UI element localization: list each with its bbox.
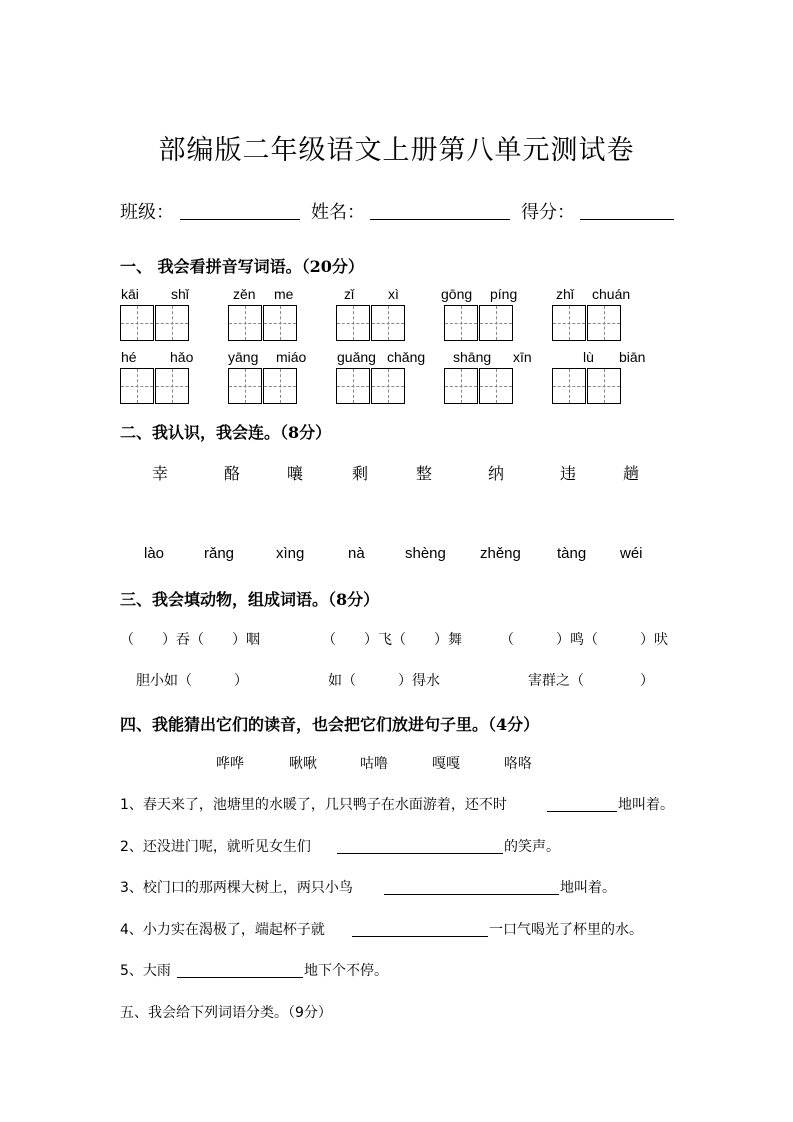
match-character[interactable]: 剩 xyxy=(352,464,369,483)
pinyin: chuán xyxy=(592,286,631,302)
question-5-text: 5、大雨 xyxy=(120,963,171,979)
match-pinyin[interactable]: rǎng xyxy=(204,545,235,562)
section-4-heading: 四、我能猜出它们的读音，也会把它们放进句子里。（4分） xyxy=(120,715,540,734)
word-option: 嘎嘎 xyxy=(432,756,460,772)
fill-idiom[interactable]: 害群之（ ） xyxy=(528,673,654,689)
writing-box[interactable] xyxy=(120,368,154,404)
match-character[interactable]: 酪 xyxy=(224,464,241,483)
question-3-blank[interactable] xyxy=(384,894,559,895)
pinyin: hǎo xyxy=(170,349,194,365)
writing-box[interactable] xyxy=(336,305,370,341)
writing-box[interactable] xyxy=(263,368,297,404)
writing-box[interactable] xyxy=(336,368,370,404)
pinyin: píng xyxy=(490,286,518,302)
score-field[interactable] xyxy=(580,219,674,220)
pinyin: lù xyxy=(583,349,594,365)
match-character[interactable]: 嚷 xyxy=(287,464,304,483)
pinyin: biān xyxy=(619,349,646,365)
writing-box[interactable] xyxy=(552,305,586,341)
question-3-text-end: 地叫着。 xyxy=(560,880,616,896)
writing-box[interactable] xyxy=(371,305,405,341)
match-character[interactable]: 幸 xyxy=(152,464,169,483)
section-3-heading: 三、我会填动物，组成词语。（8分） xyxy=(120,590,380,609)
match-pinyin[interactable]: nà xyxy=(348,545,365,562)
question-1-text: 1、春天来了，池塘里的水暖了，几只鸭子在水面游着，还不时 xyxy=(120,797,507,813)
name-label: 姓名： xyxy=(311,202,365,223)
writing-box[interactable] xyxy=(444,368,478,404)
question-2-text: 2、还没进门呢，就听见女生们 xyxy=(120,839,311,855)
fill-idiom[interactable]: （ ）吞（ ）咽 xyxy=(120,632,260,648)
score-label: 得分： xyxy=(521,202,575,223)
question-2-text-end: 的笑声。 xyxy=(504,839,560,855)
match-pinyin[interactable]: zhěng xyxy=(480,545,521,562)
pinyin: gōng xyxy=(441,286,473,302)
pinyin: shǐ xyxy=(171,286,189,302)
question-5-text-end: 地下个不停。 xyxy=(304,963,388,979)
writing-box[interactable] xyxy=(587,305,621,341)
fill-idiom[interactable]: 如（ ）得水 xyxy=(328,673,440,689)
question-4-blank[interactable] xyxy=(352,936,488,937)
match-pinyin[interactable]: shèng xyxy=(405,545,446,562)
section-5-heading: 五、我会给下列词语分类。（9分） xyxy=(120,1005,332,1021)
class-field[interactable] xyxy=(180,219,300,220)
fill-idiom[interactable]: 胆小如（ ） xyxy=(136,673,248,689)
writing-box[interactable] xyxy=(155,368,189,404)
fill-idiom[interactable]: （ ）鸣（ ）吠 xyxy=(500,632,668,648)
word-option: 咯咯 xyxy=(504,756,532,772)
question-4-text: 4、小力实在渴极了，端起杯子就 xyxy=(120,922,325,938)
word-option: 啾啾 xyxy=(289,756,317,772)
writing-box[interactable] xyxy=(371,368,405,404)
pinyin: yāng xyxy=(228,349,259,365)
writing-box[interactable] xyxy=(479,368,513,404)
pinyin: zǐ xyxy=(344,286,355,302)
pinyin: chǎng xyxy=(387,349,426,365)
writing-box[interactable] xyxy=(552,368,586,404)
pinyin: zěn xyxy=(233,286,256,302)
pinyin: xì xyxy=(388,286,399,302)
writing-box[interactable] xyxy=(587,368,621,404)
pinyin: zhǐ xyxy=(556,286,574,302)
question-1-text-end: 地叫着。 xyxy=(618,797,674,813)
pinyin: shāng xyxy=(453,349,492,365)
writing-box[interactable] xyxy=(228,368,262,404)
section-2-heading: 二、我认识，我会连。（8分） xyxy=(120,423,332,442)
fill-idiom[interactable]: （ ）飞（ ）舞 xyxy=(322,632,462,648)
pinyin: xīn xyxy=(513,349,532,365)
pinyin: hé xyxy=(121,349,137,365)
class-label: 班级： xyxy=(120,202,174,223)
word-option: 咕噜 xyxy=(360,756,388,772)
pinyin: kāi xyxy=(121,286,139,302)
writing-box[interactable] xyxy=(155,305,189,341)
pinyin: miáo xyxy=(276,349,307,365)
section-1-heading: 一、 我会看拼音写词语。（20分） xyxy=(120,257,364,276)
question-4-text-end: 一口气喝光了杯里的水。 xyxy=(489,922,643,938)
match-character[interactable]: 整 xyxy=(416,464,433,483)
match-character[interactable]: 违 xyxy=(560,464,577,483)
writing-box[interactable] xyxy=(444,305,478,341)
question-1-blank[interactable] xyxy=(547,811,617,812)
writing-box[interactable] xyxy=(479,305,513,341)
name-field[interactable] xyxy=(370,219,510,220)
pinyin: me xyxy=(274,286,294,302)
question-3-text: 3、校门口的那两棵大树上，两只小鸟 xyxy=(120,880,353,896)
match-pinyin[interactable]: lào xyxy=(144,545,165,562)
writing-box[interactable] xyxy=(263,305,297,341)
pinyin: guǎng xyxy=(337,349,376,365)
match-character[interactable]: 纳 xyxy=(488,464,505,483)
match-pinyin[interactable]: xìng xyxy=(276,545,305,562)
match-character[interactable]: 趟 xyxy=(623,464,640,483)
writing-box[interactable] xyxy=(228,305,262,341)
question-2-blank[interactable] xyxy=(337,853,503,854)
writing-box[interactable] xyxy=(120,305,154,341)
page-title: 部编版二年级语文上册第八单元测试卷 xyxy=(158,135,635,166)
word-option: 哗哗 xyxy=(216,756,244,772)
match-pinyin[interactable]: tàng xyxy=(557,545,587,562)
match-pinyin[interactable]: wéi xyxy=(620,545,643,562)
question-5-blank[interactable] xyxy=(177,977,303,978)
